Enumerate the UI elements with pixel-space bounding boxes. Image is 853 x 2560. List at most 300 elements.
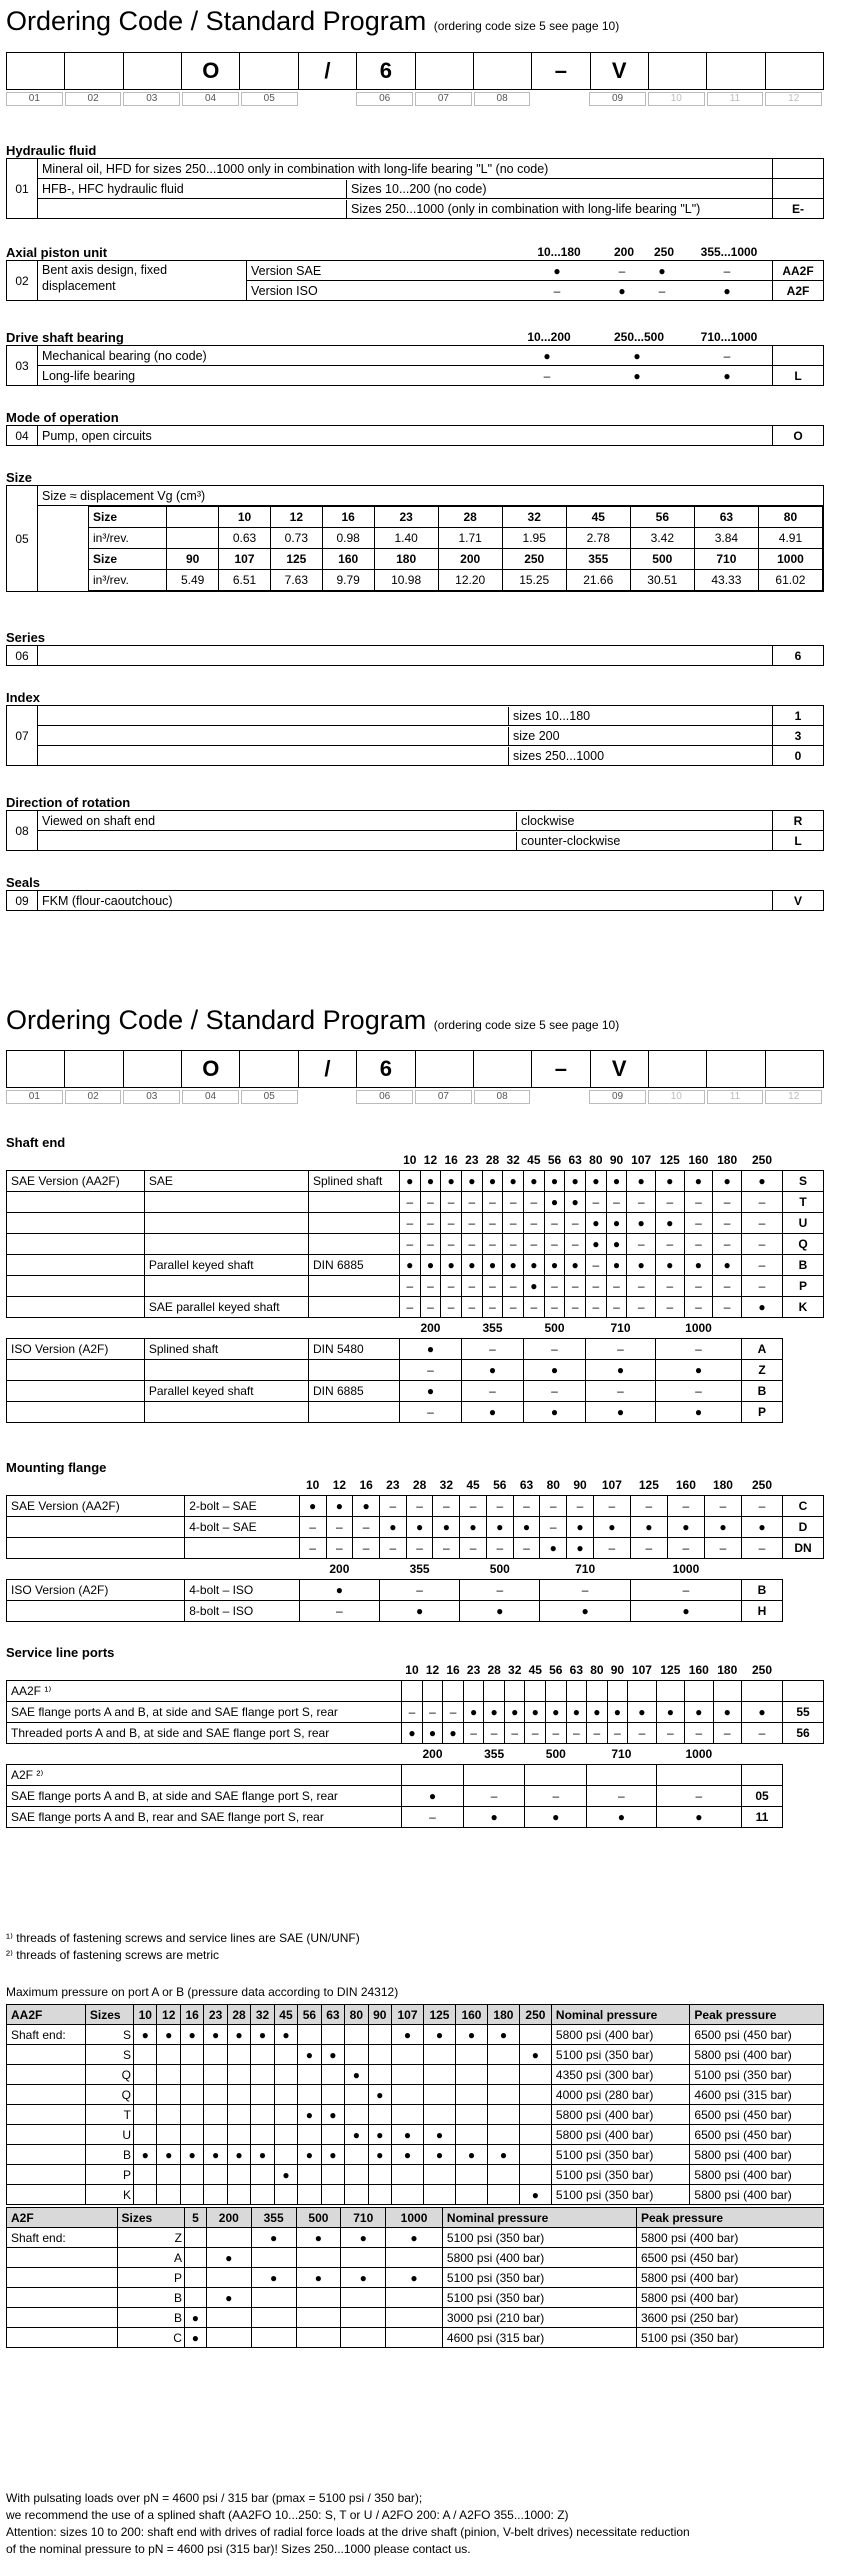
cell-mark [204,2185,227,2205]
cell-mark [341,2288,386,2308]
cell-mark: ● [524,1255,545,1276]
cell-mark: – [406,1538,433,1559]
cell-mark: – [655,1381,741,1402]
cell-mark: ● [587,1807,657,1828]
cell-mark: ● [618,283,626,298]
code-box [649,1051,707,1087]
cell-mark: – [326,1538,353,1559]
cell-mark: – [587,1786,657,1807]
cell-mark [180,2185,203,2205]
cell-mark: – [433,1496,460,1517]
cell-mark: – [742,1192,783,1213]
row-label: Splined shaft [308,1171,399,1192]
col-header: 200 [613,245,635,259]
shaft-code: T [85,2105,133,2125]
size-cell: 180 [374,549,438,570]
row-code [772,346,823,365]
cell-mark: – [525,1723,546,1744]
size-cell: 12.20 [438,570,502,591]
code-box-number: 09 [589,92,646,106]
cell-mark: – [566,1723,587,1744]
code-box-number: 06 [356,1090,413,1104]
cell-mark: – [441,1297,462,1318]
cell-mark: – [742,1234,783,1255]
cell-mark: ● [184,2308,206,2328]
section-heading: Index [6,690,40,705]
cell-mark: ● [685,1702,713,1723]
pressure-header: 63 [321,2005,344,2025]
cell-mark [296,2328,341,2348]
size-header: 710 [611,1747,632,1761]
cell-mark [227,2125,250,2145]
size-header: 710 [575,1562,596,1576]
cell-mark: ● [441,1171,462,1192]
note: we recommend the use of a splined shaft (AA2FO 10...250: S, T or U / A2FO 200: A / A2FO 355...1000: Z) [6,2508,569,2522]
cell-mark: ● [368,2085,391,2105]
peak-pressure: 5100 psi (350 bar) [690,2065,824,2085]
row-code: AA2F [772,261,823,280]
pressure-notes [6,2490,824,2558]
cell-mark [296,2288,341,2308]
cell-mark: ● [461,1360,523,1381]
cell-mark [204,2045,227,2065]
cell-mark [251,2045,274,2065]
cell-mark: – [460,1496,487,1517]
cell-mark: ● [134,2145,157,2165]
cell-mark: – [685,1723,713,1744]
section-heading: Axial piston unit [6,245,108,260]
cell-mark [423,2165,455,2185]
cell-mark: – [461,1234,482,1255]
cell-mark [157,2165,180,2185]
pressure-header: A2F [7,2208,118,2228]
footnote: ²⁾ threads of fastening screws are metric [6,1948,220,1962]
size-cell: 355 [566,549,630,570]
row-label [7,2328,118,2348]
cell-mark [656,1681,684,1702]
code-box [124,1051,182,1087]
size-header: 28 [485,1153,500,1167]
cell-mark [341,2248,386,2268]
cell-mark: – [586,1297,607,1318]
section-number: 05 [7,486,38,591]
cell-mark: – [441,1192,462,1213]
code-box: / [299,1051,357,1087]
code-box [707,1051,765,1087]
cell-mark: ● [455,2145,487,2165]
code-box-number: 10 [648,1090,705,1104]
cell-mark: – [379,1580,459,1601]
cell-mark [422,1681,443,1702]
cell-mark [455,2085,487,2105]
size-header: 1000 [685,1321,712,1335]
size-cell: 250 [502,549,566,570]
shaft-code: Q [85,2085,133,2105]
cell-mark [134,2085,157,2105]
cell-mark [345,2045,368,2065]
cell-mark: ● [525,1702,546,1723]
cell-mark: – [503,1234,524,1255]
row-label [7,2288,118,2308]
row-code: B [783,1255,824,1276]
size-cell: 10.98 [374,570,438,591]
cell-mark [386,2288,443,2308]
cell-mark: – [606,1192,627,1213]
cell-mark: ● [482,1255,503,1276]
size-section [6,470,824,592]
cell-mark [274,2185,297,2205]
pressure-header: 500 [296,2208,341,2228]
section-heading: Seals [6,875,40,890]
size-header: 10 [305,1478,320,1492]
cell-mark [321,2185,344,2205]
size-cell: Size [89,507,167,528]
section-heading: Direction of rotation [6,795,131,810]
cell-mark: ● [180,2145,203,2165]
cell-mark: ● [742,1702,783,1723]
pressure-header: 1000 [386,2208,443,2228]
cell-mark: ● [606,1171,627,1192]
cell-mark [184,2268,206,2288]
cell-mark: ● [341,2268,386,2288]
cell-mark [157,2105,180,2125]
size-header: 107 [601,1478,622,1492]
page2-code-boxes [6,1050,824,1104]
index-row [38,746,823,765]
spacer [7,1744,402,1765]
size-cell: 32 [502,507,566,528]
cell-mark: ● [392,2125,424,2145]
cell-mark: ● [586,1402,656,1423]
size-header: 160 [688,1663,709,1677]
cell-mark: – [441,1234,462,1255]
section-number: 09 [7,891,38,910]
cell-mark: – [742,1538,783,1559]
cell-mark [157,2045,180,2065]
cell-mark [274,2125,297,2145]
cell-mark [251,2105,274,2125]
size-header: 63 [569,1663,584,1677]
cell-mark: ● [544,1171,565,1192]
section-heading: Series [6,630,46,645]
cell-mark: – [540,1580,630,1601]
row-code: 0 [772,746,823,765]
cell-mark: ● [713,1171,742,1192]
size-header: 10 [405,1663,419,1677]
cell-mark: ● [423,2125,455,2145]
cell-mark [455,2125,487,2145]
pressure-header: 16 [180,2005,203,2025]
cell-mark: – [606,1297,627,1318]
cell-mark: – [565,1213,586,1234]
cell-mark: ● [742,1171,783,1192]
size-header: 710 [610,1321,631,1335]
page2-header [6,1005,824,1036]
size-cell: 15.25 [502,570,566,591]
cell-mark: ● [713,1702,741,1723]
cell-mark [134,2125,157,2145]
row-code: H [742,1601,783,1622]
cell-mark [274,2105,297,2125]
cell-mark: ● [321,2105,344,2125]
cell-mark: – [565,1276,586,1297]
nominal-pressure: 5800 psi (400 bar) [551,2125,689,2145]
shaft-code: P [85,2165,133,2185]
cell-mark: – [713,1213,742,1234]
row-code: V [772,891,823,910]
code-box [416,53,474,89]
row-label: A2F ²⁾ [7,1765,402,1786]
row-label: FKM (flour-caoutchouc) [42,893,173,908]
row-label [7,2085,86,2105]
mounting-flange-section [6,1460,824,1622]
cell-mark: – [460,1538,487,1559]
cell-mark: – [482,1213,503,1234]
row-code: 55 [783,1702,824,1723]
section-heading: Hydraulic fluid [6,143,97,158]
size-cell: 0.98 [322,528,374,549]
size-cell: 5.49 [167,570,219,591]
size-header: 23 [466,1663,481,1677]
size-header: 28 [412,1478,427,1492]
cell-mark: ● [606,1213,627,1234]
cell-mark [251,2165,274,2185]
cell-mark: ● [713,1255,742,1276]
size-cell: 0.73 [270,528,322,549]
row-label [7,1360,145,1381]
nominal-pressure: 4000 psi (280 bar) [551,2085,689,2105]
cell-mark: ● [204,2145,227,2165]
cell-mark: – [543,368,551,383]
size-header: 45 [466,1478,480,1492]
cell-mark: ● [296,2228,341,2248]
cell-mark [402,1681,423,1702]
row-label: ISO Version (A2F) [7,1339,145,1360]
peak-pressure: 6500 psi (450 bar) [690,2105,824,2125]
peak-pressure: 5800 psi (400 bar) [636,2228,823,2248]
cell-mark [321,2085,344,2105]
shaft-code: C [117,2328,184,2348]
cell-mark: ● [386,2268,443,2288]
cell-mark: ● [723,283,731,298]
cell-mark: – [713,1297,742,1318]
code-box-number: 03 [123,1090,180,1104]
row-code: L [772,366,823,385]
service-line-ports-section [6,1645,824,1828]
cell-mark: – [353,1538,380,1559]
row-code: P [742,1402,783,1423]
cell-mark [298,2185,321,2205]
row-label [144,1402,308,1423]
cell-mark [487,2045,519,2065]
cell-mark: – [655,1297,684,1318]
note: With pulsating loads over pN = 4600 psi / 315 bar (pmax = 5100 psi / 350 bar); [6,2491,423,2505]
cell-mark [157,2065,180,2085]
cell-mark: ● [345,2125,368,2145]
cell-mark: – [420,1234,441,1255]
cell-mark: – [524,1234,545,1255]
cell-mark: ● [251,2145,274,2165]
cell-mark [206,2328,251,2348]
nominal-pressure: 5800 psi (400 bar) [551,2025,689,2045]
cell-mark [742,1681,783,1702]
cell-mark: – [655,1192,684,1213]
cell-mark [180,2165,203,2185]
size-header: 1000 [685,1747,713,1761]
pressure-header: 12 [157,2005,180,2025]
cell-mark: ● [461,1255,482,1276]
cell-mark: ● [157,2145,180,2165]
row-label: 2-bolt – SAE [185,1496,300,1517]
row-label: Mineral oil, HFD for sizes 250...1000 only in combination with long-life bearing "L" (no code) [42,161,549,176]
cell-mark: – [704,1538,741,1559]
cell-mark [157,2085,180,2105]
cell-mark: – [399,1297,420,1318]
shaft-code: B [117,2288,184,2308]
nominal-pressure: 5100 psi (350 bar) [551,2185,689,2205]
cell-mark [519,2165,551,2185]
row-label: sizes 250...1000 [508,747,772,765]
row-label: DIN 5480 [308,1339,399,1360]
spacer [7,1475,300,1496]
row-label: Version ISO [251,283,318,298]
cell-mark: ● [251,2268,296,2288]
size-cell: 30.51 [630,570,694,591]
cell-mark [607,1681,628,1702]
cell-mark: – [630,1580,741,1601]
code-box [124,53,182,89]
cell-mark [546,1681,567,1702]
cell-mark: – [486,1538,513,1559]
cell-mark [274,2145,297,2165]
code-box [474,53,532,89]
cell-mark [402,1765,464,1786]
cell-mark: – [606,1276,627,1297]
cell-mark [134,2165,157,2185]
size-header: 160 [675,1478,696,1492]
cell-mark: ● [402,1786,464,1807]
cell-mark: ● [402,1723,423,1744]
max-pressure-section [6,1985,824,2348]
pressure-header: AA2F [7,2005,86,2025]
shaft-code: S [85,2045,133,2065]
size-header: 16 [359,1478,373,1492]
size-header: 12 [332,1478,347,1492]
size-header: 80 [546,1478,560,1492]
row-label [308,1297,399,1318]
cell-mark [345,2185,368,2205]
size-header: 56 [549,1663,563,1677]
cell-mark: – [463,1786,525,1807]
cell-mark: ● [298,2105,321,2125]
spacer [7,1660,402,1681]
cell-mark: ● [180,2025,203,2045]
nominal-pressure: 4600 psi (315 bar) [442,2328,636,2348]
size-cell [167,528,219,549]
row-label [7,1517,185,1538]
col-header: 710...1000 [700,330,758,344]
cell-mark: ● [441,1255,462,1276]
pressure-header: 710 [341,2208,386,2228]
cell-mark: ● [567,1538,594,1559]
cell-mark: ● [299,1580,379,1601]
cell-mark: – [713,1276,742,1297]
size-header: 250 [751,1478,773,1492]
cell-mark: – [713,1234,742,1255]
pressure-header: 250 [519,2005,551,2025]
cell-mark [455,2165,487,2185]
cell-mark [392,2105,424,2125]
cell-mark: ● [593,1517,630,1538]
code-box-number [532,92,587,106]
cell-mark [341,2308,386,2328]
size-cell: 21.66 [566,570,630,591]
cell-mark [463,1765,525,1786]
cell-mark: ● [606,1255,627,1276]
cell-mark: – [461,1276,482,1297]
size-header: 200 [420,1321,441,1335]
col-header: 10...180 [537,245,581,259]
cell-mark: – [461,1192,482,1213]
cell-mark: ● [321,2045,344,2065]
cell-mark: ● [420,1171,441,1192]
cell-mark [251,2085,274,2105]
size-header: 23 [465,1153,479,1167]
section-number: 06 [7,646,38,665]
size-header: 23 [386,1478,400,1492]
cell-mark [519,2145,551,2165]
cell-mark [296,2308,341,2328]
cell-mark: – [684,1213,713,1234]
pressure-header: 355 [251,2208,296,2228]
cell-mark [368,2105,391,2125]
code-box-number: 06 [356,92,413,106]
cell-mark: – [667,1538,704,1559]
row-label: Size ≈ displacement Vg (cm³) [42,488,206,503]
cell-mark: – [684,1297,713,1318]
cell-mark [423,2105,455,2125]
cell-mark [180,2045,203,2065]
cell-mark: – [420,1192,441,1213]
cell-mark [487,2125,519,2145]
cell-mark [685,1681,713,1702]
cell-mark: – [593,1496,630,1517]
cell-mark: – [586,1339,656,1360]
size-cell: 61.02 [758,570,822,591]
cell-mark [345,2085,368,2105]
row-code: T [783,1192,824,1213]
cell-mark [392,2045,424,2065]
code-box: 6 [357,1051,415,1087]
size-table [88,506,823,591]
cell-mark [423,2065,455,2085]
code-box-number: 02 [65,92,122,106]
footnote: ¹⁾ threads of fastening screws and service lines are SAE (UN/UNF) [6,1931,360,1945]
cell-mark: – [299,1538,326,1559]
cell-mark: ● [586,1213,607,1234]
cell-mark: ● [482,1171,503,1192]
cell-mark: – [684,1234,713,1255]
size-header: 90 [609,1153,624,1167]
cell-mark: ● [379,1601,459,1622]
col-header: 355...1000 [700,245,758,259]
code-box [766,1051,823,1087]
pressure-header: 28 [227,2005,250,2025]
cell-mark [321,2065,344,2085]
row-code [772,179,823,198]
cell-mark: ● [227,2145,250,2165]
row-label [308,1234,399,1255]
